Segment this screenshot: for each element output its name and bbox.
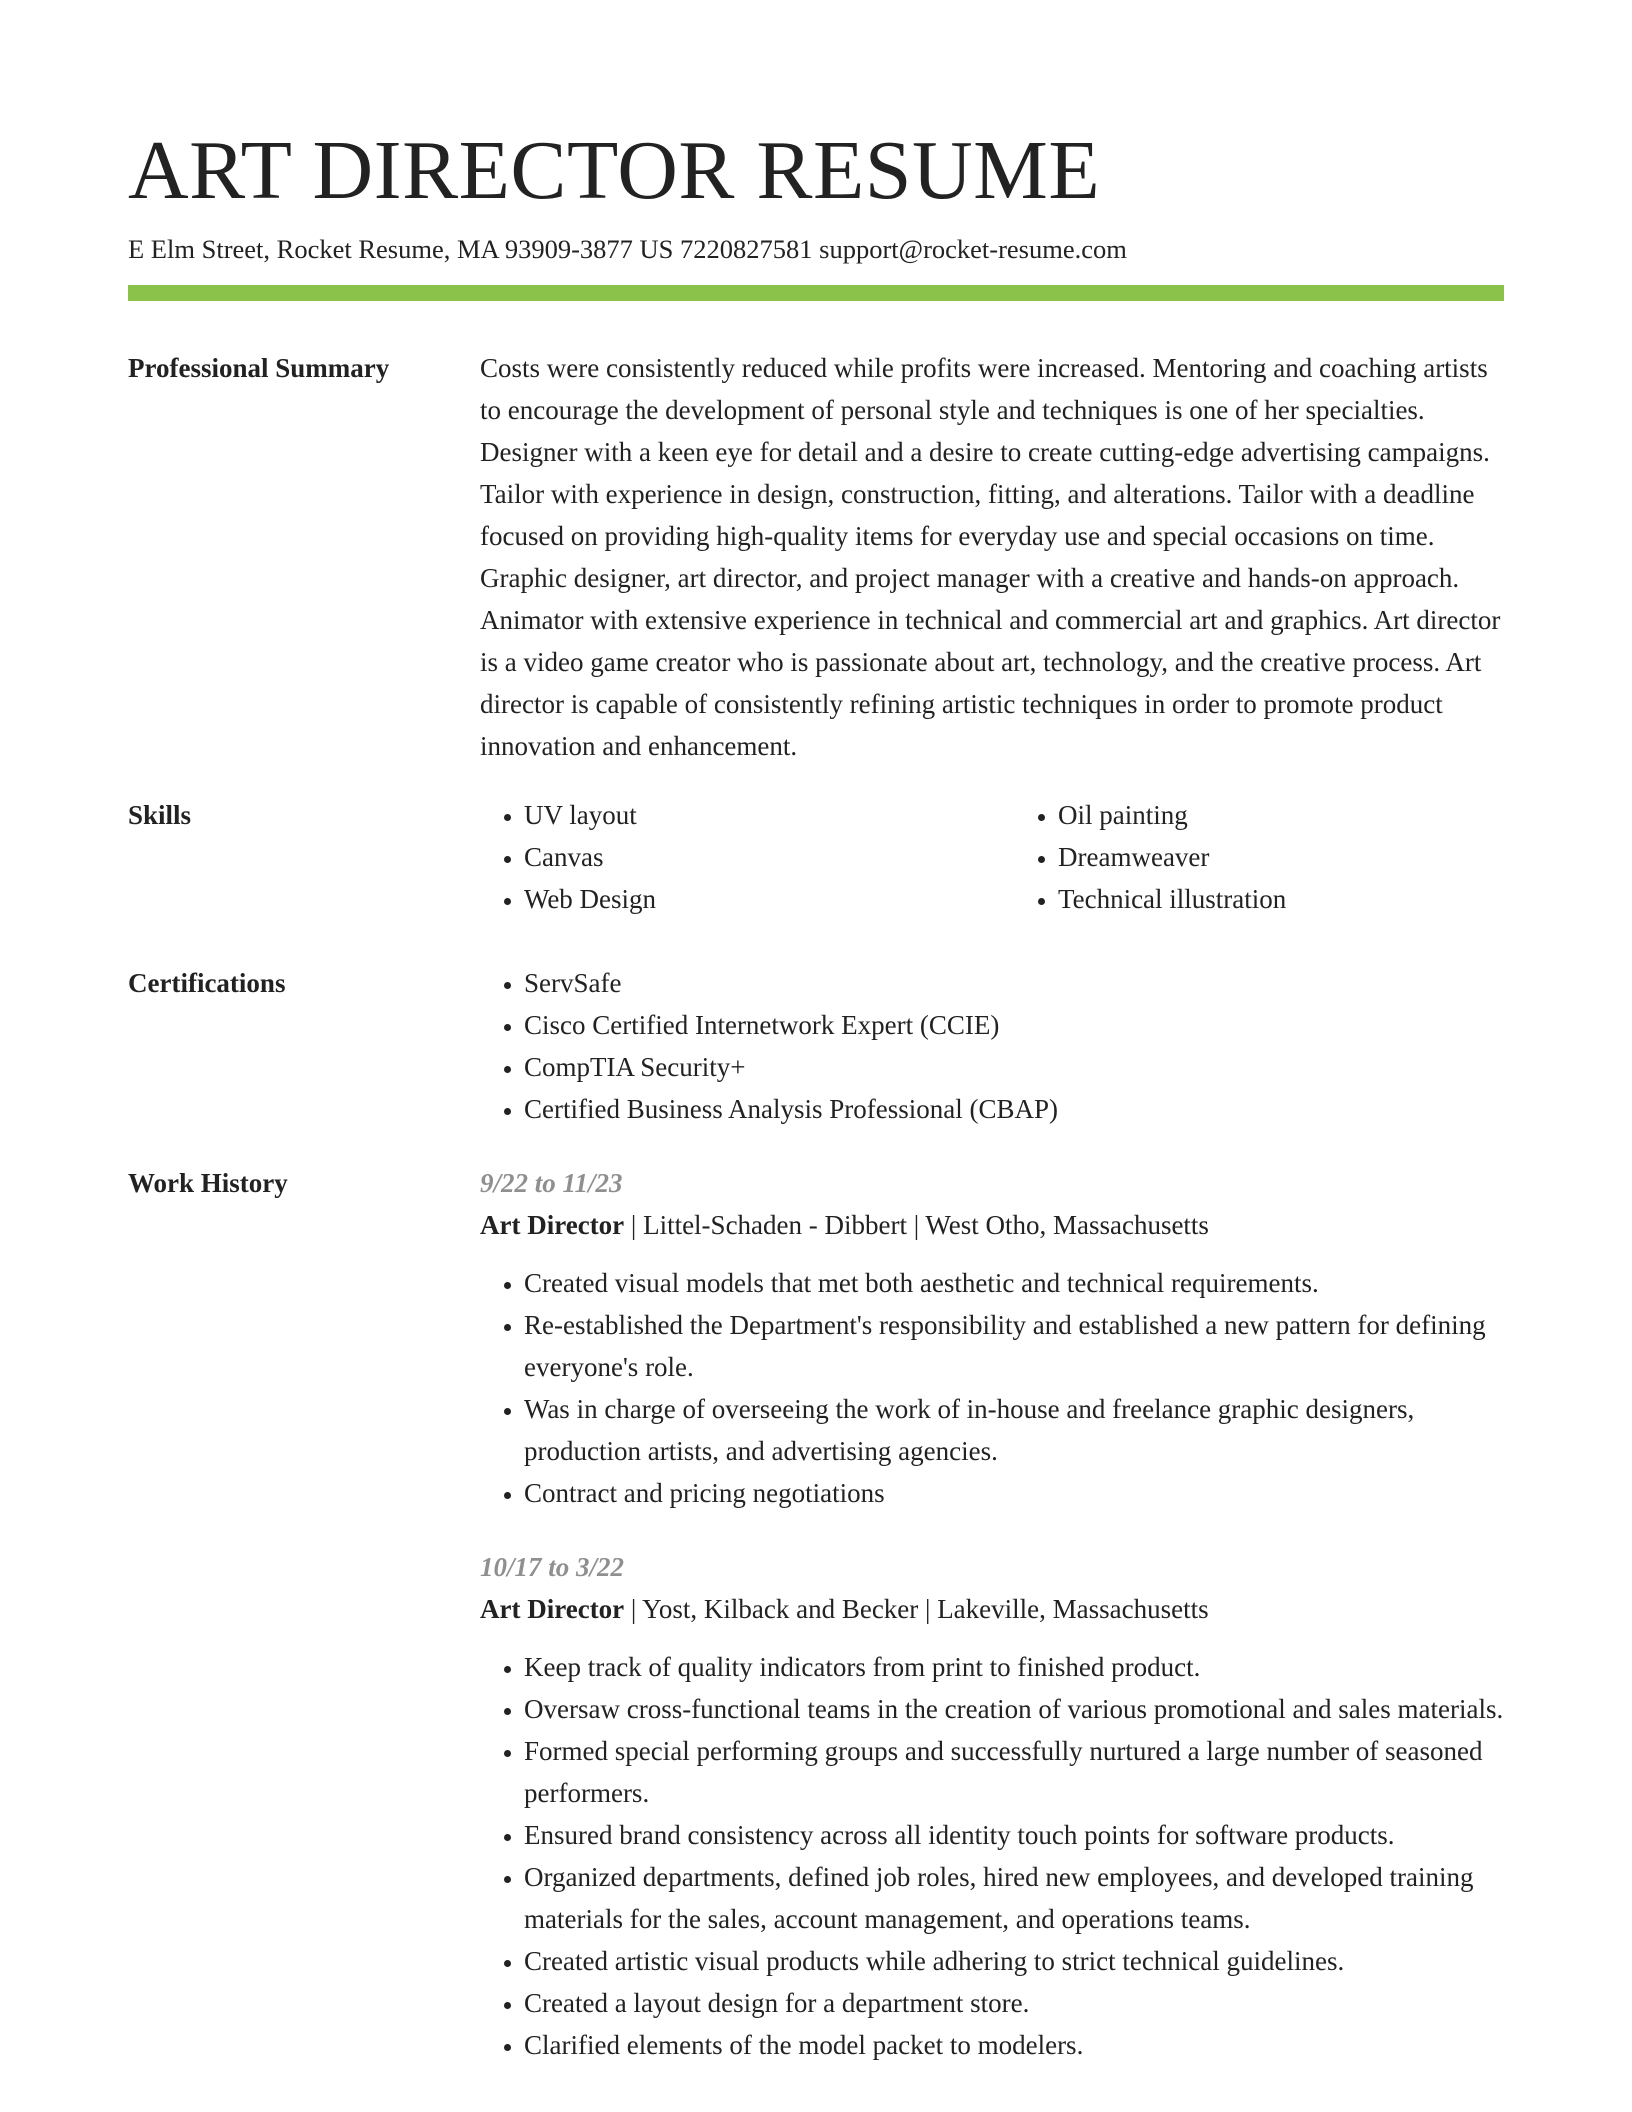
contact-line: E Elm Street, Rocket Resume, MA 93909-3877 US 7220827581 support@rocket-resume.com xyxy=(128,234,1127,264)
job-heading xyxy=(480,1588,1504,1630)
skills-column-1 xyxy=(480,794,970,920)
job-entry xyxy=(480,1546,1504,2066)
job-entry xyxy=(480,1162,1504,1514)
certification-item: • Cisco Certified Internetwork Expert (CCIE) xyxy=(524,1004,1504,1046)
skill-item: • Web Design xyxy=(524,878,970,920)
skill-item: • Technical illustration xyxy=(1058,878,1504,920)
job-bullet: • Created artistic visual products while adhering to strict technical guidelines. xyxy=(524,1940,1504,1982)
certifications-body xyxy=(480,962,1504,1130)
job-bullet: • Ensured brand consistency across all identity touch points for software products. xyxy=(524,1814,1504,1856)
job-bullets xyxy=(480,1262,1504,1514)
job-company-location: | Littel-Schaden - Dibbert | West Otho, Massachusetts xyxy=(624,1210,1209,1240)
job-bullet: • Clarified elements of the model packet to modelers. xyxy=(524,2024,1504,2066)
job-bullet: • Re-established the Department's responsibility and established a new pattern for defining everyone's role. xyxy=(524,1304,1504,1388)
skill-item: • Oil painting xyxy=(1058,794,1504,836)
skill-item: • Canvas xyxy=(524,836,970,878)
skills-label: Skills xyxy=(128,800,192,830)
job-bullet: • Formed special performing groups and successfully nurtured a large number of seasoned performers. xyxy=(524,1730,1504,1814)
certification-item: • Certified Business Analysis Professional (CBAP) xyxy=(524,1088,1504,1130)
certifications-label: Certifications xyxy=(128,968,286,998)
job-dates: 10/17 to 3/22 xyxy=(480,1552,625,1582)
job-bullet: • Was in charge of overseeing the work of in-house and freelance graphic designers, production artists, and advertising agencies. xyxy=(524,1388,1504,1472)
certification-item: • ServSafe xyxy=(524,962,1504,1004)
work-history-body xyxy=(480,1162,1504,2066)
job-bullet: • Organized departments, defined job roles, hired new employees, and developed training materials for the sales, account management, and operations teams. xyxy=(524,1856,1504,1940)
certifications-list xyxy=(480,962,1504,1130)
summary-label: Professional Summary xyxy=(128,353,390,383)
certification-item: • CompTIA Security+ xyxy=(524,1046,1504,1088)
skills-body xyxy=(480,794,1504,920)
job-title: Art Director xyxy=(480,1210,625,1240)
job-dates: 9/22 to 11/23 xyxy=(480,1168,623,1198)
job-bullet: • Created visual models that met both aesthetic and technical requirements. xyxy=(524,1262,1504,1304)
job-bullet: • Oversaw cross-functional teams in the creation of various promotional and sales materials. xyxy=(524,1688,1504,1730)
job-bullets xyxy=(480,1646,1504,2066)
summary-body xyxy=(480,347,1504,767)
skills-column-2 xyxy=(1014,794,1504,920)
job-bullet: • Contract and pricing negotiations xyxy=(524,1472,1504,1514)
summary-text: Costs were consistently reduced while profits were increased. Mentoring and coaching artists to encourage the development of personal style and techniques is one of her specialties. Designer with a keen eye for detail and a desire to create cutting-edge advertising campaigns. Tailor with experience in design, construction, fitting, and alterations. Tailor with a deadline focused on providing high-quality items for everyday use and special occasions on time. Graphic designer, art director, and project manager with a creative and hands-on approach. Animator with extensive experience in technical and commercial art and graphics. Art director is a video game creator who is passionate about art, technology, and the creative process. Art director is capable of consistently refining artistic techniques in order to promote product innovation and enhancement. xyxy=(480,353,1501,761)
work-history-label: Work History xyxy=(128,1168,288,1198)
accent-divider xyxy=(128,285,1504,301)
job-heading xyxy=(480,1204,1504,1246)
job-company-location: | Yost, Kilback and Becker | Lakeville, Massachusetts xyxy=(624,1594,1209,1624)
job-bullet: • Created a layout design for a department store. xyxy=(524,1982,1504,2024)
job-title: Art Director xyxy=(480,1594,625,1624)
job-bullet: • Keep track of quality indicators from print to finished product. xyxy=(524,1646,1504,1688)
skill-item: • UV layout xyxy=(524,794,970,836)
page-title: ART DIRECTOR RESUME xyxy=(128,124,1101,217)
skill-item: • Dreamweaver xyxy=(1058,836,1504,878)
